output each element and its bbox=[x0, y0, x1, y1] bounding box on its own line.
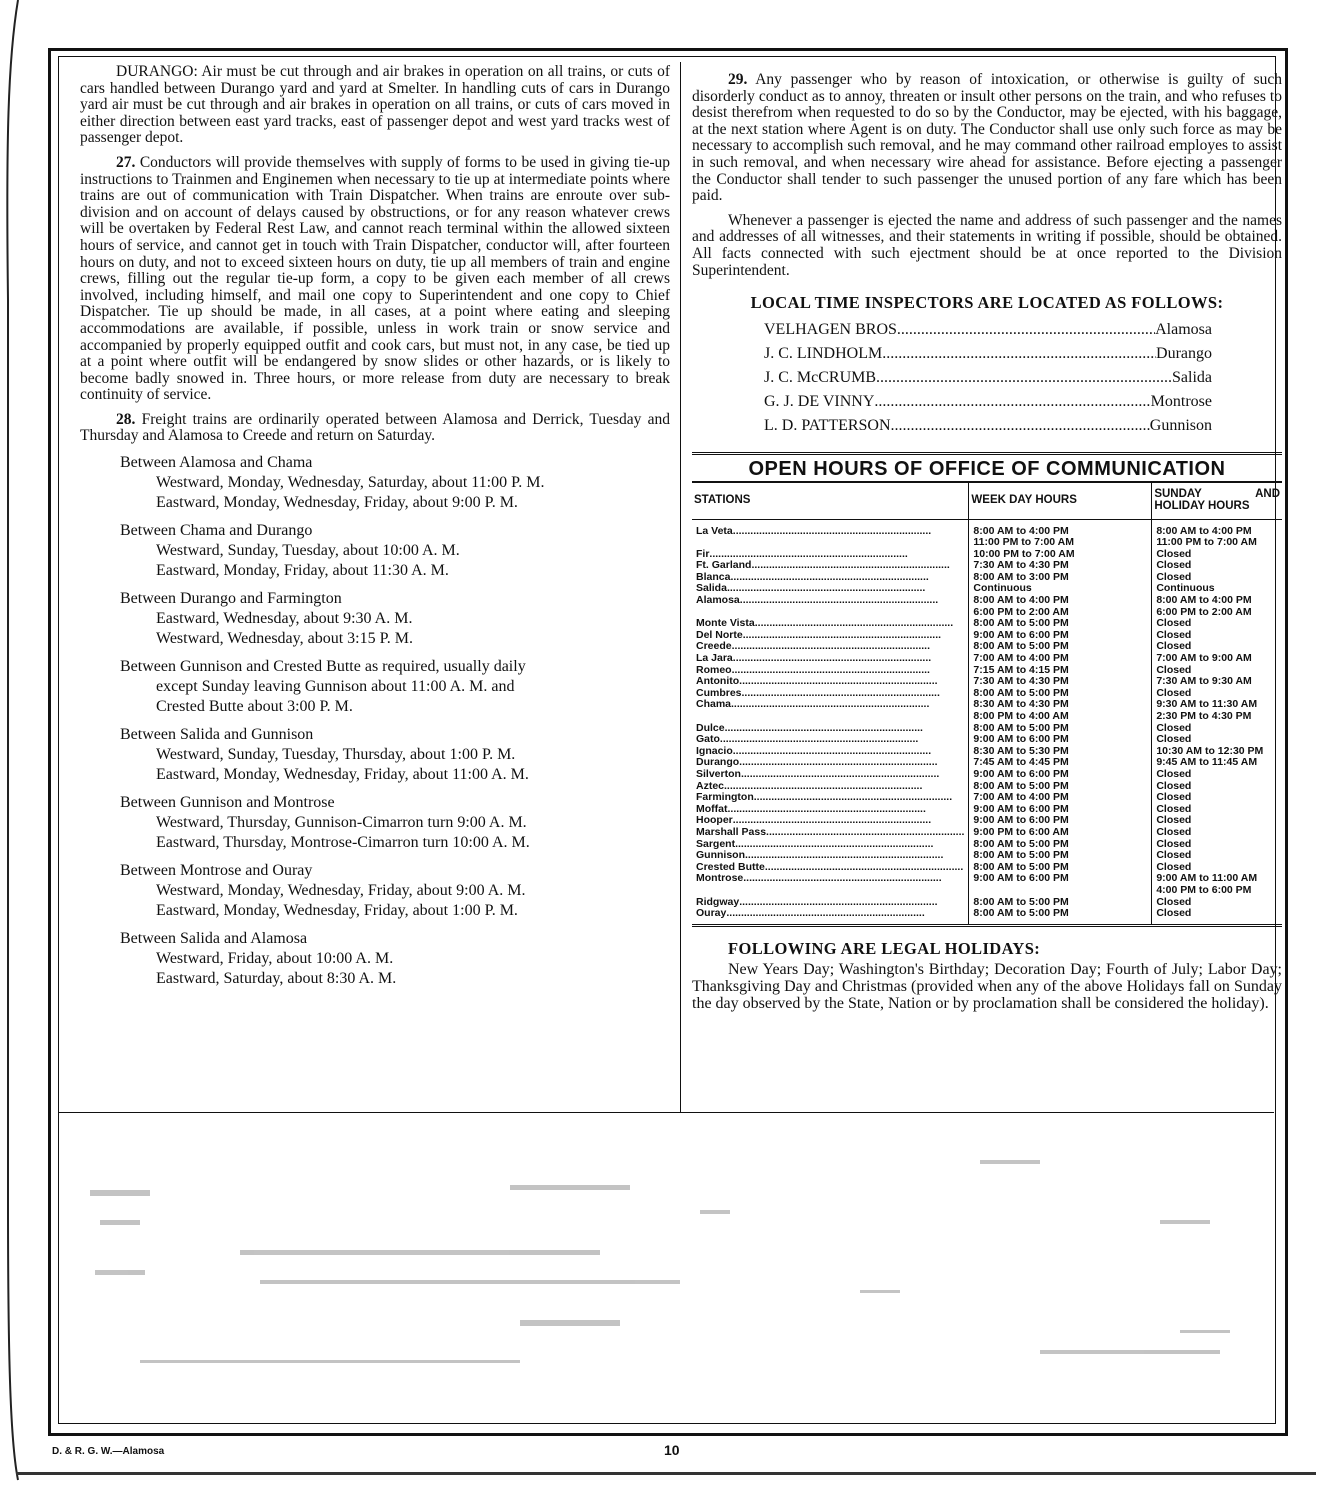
week-day-hours: 9:00 PM to 6:00 AM bbox=[973, 825, 1069, 838]
sunday-holiday-hours: Closed bbox=[1156, 686, 1192, 699]
sunday-holiday-hours: Closed bbox=[1156, 779, 1192, 792]
station-name: Monte Vista bbox=[696, 617, 755, 630]
inspector-location: Durango bbox=[1156, 344, 1212, 362]
sunday-holiday-hours: Closed bbox=[1156, 570, 1192, 583]
left-column bbox=[80, 64, 670, 989]
schedule-line: Crested Butte about 3:00 P. M. bbox=[156, 698, 353, 716]
schedule-line: Westward, Thursday, Gunnison-Cimarron turn 9:00 A. M. bbox=[156, 814, 527, 832]
week-day-hours: 10:00 PM to 7:00 AM bbox=[973, 547, 1075, 560]
rule-29-ejection-report: Whenever a passenger is ejected the name and address of such passenger and the names and addresses of all witnesses, and their statements in writing if possible, should be obtained. All facts connected with such ejectment should be at once reported to the Division Superintendent. bbox=[692, 211, 1282, 279]
schedule-heading: Between Salida and Alamosa bbox=[120, 930, 308, 948]
inspector-row bbox=[764, 318, 1212, 342]
footer-railroad-location: D. & R. G. W.—Alamosa bbox=[52, 1446, 165, 1457]
inspector-location: Salida bbox=[1172, 368, 1212, 386]
station-name: Fir bbox=[696, 547, 710, 560]
page-edge-curve bbox=[0, 0, 20, 1500]
schedule-block bbox=[120, 929, 670, 989]
bottom-section-divider bbox=[58, 1112, 1274, 1113]
station-row bbox=[696, 630, 964, 642]
leader-dots bbox=[751, 560, 964, 572]
week-day-hours: 8:00 AM to 4:00 PM bbox=[973, 594, 1069, 607]
station-row bbox=[696, 850, 964, 862]
station-row bbox=[696, 885, 964, 897]
leader-dots bbox=[755, 618, 965, 630]
sunday-holiday-hours: 8:00 AM to 4:00 PM bbox=[1156, 524, 1252, 537]
station-name: Gunnison bbox=[696, 849, 745, 862]
station-name: Sargent bbox=[696, 837, 736, 850]
rule-29 bbox=[692, 72, 1282, 205]
station-name: La Jara bbox=[696, 652, 733, 665]
station-name: Montrose bbox=[696, 872, 744, 885]
leader-dots bbox=[766, 827, 964, 839]
inspector-name: J. C. LINDHOLM bbox=[764, 344, 883, 362]
schedule-line: Eastward, Monday, Friday, about 11:30 A. M. bbox=[156, 562, 449, 580]
inspector-location: Gunnison bbox=[1149, 416, 1212, 434]
leader-dots bbox=[742, 688, 965, 700]
week-day-hours: 9:00 AM to 6:00 PM bbox=[973, 814, 1069, 827]
leader-dots bbox=[726, 908, 964, 920]
sunday-holiday-hours: 6:00 PM to 2:00 AM bbox=[1156, 605, 1252, 618]
sunday-holiday-hours: Closed bbox=[1156, 721, 1192, 734]
week-day-hours: 7:00 AM to 4:00 PM bbox=[973, 652, 1069, 665]
station-name: Creede bbox=[696, 640, 732, 653]
schedule-block bbox=[120, 453, 670, 513]
station-name: Chama bbox=[696, 698, 732, 711]
station-row bbox=[696, 699, 964, 711]
schedule-line: Westward, Wednesday, about 3:15 P. M. bbox=[156, 630, 413, 648]
station-name: Farmington bbox=[696, 791, 754, 804]
station-name: Ouray bbox=[696, 907, 727, 920]
station-name: Cumbres bbox=[696, 686, 742, 699]
leader-dots bbox=[739, 757, 964, 769]
week-day-hours bbox=[973, 885, 1147, 897]
inspector-row bbox=[764, 390, 1212, 414]
schedule-heading: Between Gunnison and Crested Butte as required, usually daily bbox=[120, 658, 526, 676]
sunday-holiday-hours: Closed bbox=[1156, 860, 1192, 873]
sunday-holiday-hours: 7:00 AM to 9:00 AM bbox=[1156, 652, 1252, 665]
station-row bbox=[696, 804, 964, 816]
station-row bbox=[696, 526, 964, 538]
station-name: Ignacio bbox=[696, 744, 733, 757]
leader-dots bbox=[754, 792, 965, 804]
sunday-holiday-hours: Closed bbox=[1156, 849, 1192, 862]
week-day-hours: 8:30 AM to 5:30 PM bbox=[973, 744, 1069, 757]
leader-dots bbox=[733, 526, 965, 538]
sunday-holiday-hours: Closed bbox=[1156, 895, 1192, 908]
week-day-hours: 8:00 PM to 4:00 AM bbox=[973, 710, 1069, 722]
schedule-line: Eastward, Saturday, about 8:30 A. M. bbox=[156, 970, 397, 988]
inspector-location: Alamosa bbox=[1155, 320, 1212, 338]
faded-print-smudge bbox=[80, 1150, 1260, 1420]
leader-dots bbox=[901, 318, 1155, 342]
week-day-hours: 9:00 AM to 6:00 PM bbox=[973, 628, 1069, 641]
sunday-holiday-hours: Closed bbox=[1156, 628, 1192, 641]
leader-dots bbox=[740, 595, 965, 607]
right-column bbox=[692, 72, 1282, 1020]
week-day-hours: 8:00 AM to 5:00 PM bbox=[973, 640, 1069, 653]
leader-dots bbox=[874, 390, 1150, 414]
schedule-heading: Between Durango and Farmington bbox=[120, 590, 342, 608]
rule-27 bbox=[80, 155, 670, 404]
leader-dots bbox=[725, 723, 965, 735]
week-day-hours: 8:00 AM to 5:00 PM bbox=[973, 837, 1069, 850]
rule-27-number: 27. bbox=[116, 153, 136, 171]
holidays-text: New Years Day; Washington's Birthday; Decoration Day; Fourth of July; Labor Day; Thanksgiving Day and Christmas (provided when any of the above Holidays fall on Sunday the day observed by the State, Nation or by proclamation shall be considered the holiday). bbox=[692, 961, 1282, 1013]
sunday-holiday-hours: Closed bbox=[1156, 802, 1192, 815]
inspector-name: J. C. McCRUMB bbox=[764, 368, 877, 386]
week-day-hours: 9:00 AM to 6:00 PM bbox=[973, 872, 1069, 885]
leader-dots bbox=[730, 572, 964, 584]
leader-dots bbox=[731, 699, 964, 711]
schedule-block bbox=[120, 861, 670, 921]
schedule-heading: Between Salida and Gunnison bbox=[120, 726, 314, 744]
station-row bbox=[696, 560, 964, 572]
table-header-row bbox=[692, 482, 1282, 519]
station-row bbox=[696, 537, 964, 549]
leader-dots bbox=[733, 653, 965, 665]
week-day-hours: 8:00 AM to 5:00 PM bbox=[973, 779, 1069, 792]
sunday-holiday-hours: 2:30 PM to 4:30 PM bbox=[1156, 710, 1252, 722]
station-row bbox=[696, 572, 964, 584]
rule-29-number: 29. bbox=[728, 71, 748, 88]
schedule-line: Eastward, Monday, Wednesday, Friday, about 11:00 A. M. bbox=[156, 766, 529, 784]
week-day-hours-cell bbox=[969, 519, 1152, 924]
week-day-hours: 8:00 AM to 4:00 PM bbox=[973, 524, 1069, 537]
sunday-hours-cell bbox=[1152, 519, 1282, 924]
inspector-name: L. D. PATTERSON bbox=[764, 416, 891, 434]
col-header-sunday-holiday: SUNDAY AND HOLIDAY HOURS bbox=[1152, 482, 1282, 519]
schedule-block bbox=[120, 657, 670, 717]
station-row bbox=[696, 769, 964, 781]
station-name: Dulce bbox=[696, 721, 725, 734]
station-name: Antonito bbox=[696, 675, 740, 688]
station-name: Salida bbox=[696, 582, 727, 595]
inspector-name: G. J. DE VINNY bbox=[764, 392, 875, 410]
sunday-holiday-hours: Closed bbox=[1156, 791, 1192, 804]
station-row bbox=[696, 653, 964, 665]
rule-27-text: Conductors will provide themselves with supply of forms to be used in giving tie-up instructions to Trainmen and Enginemen when necessary to tie up at intermediate points where trains are out of communication with Train Dispatcher. When trains are enroute over sub-division and on account of delays caused by obstructions, or for any reason whatever crews will be overtaken by Federal Rest Law, and cannot reach terminal within the allowed sixteen hours of service, and cannot get in touch with Train Dispatcher, conductor will, after fourteen hours on duty, and not to exceed sixteen hours on duty, tie up all members of train and engine crews, filling out the regular tie-up form, a copy to be given each member of all crews involved, including himself, and mail one copy to Superintendent and one copy to Chief Dispatcher. Tie up should be made, in all cases, at a point where eating and sleeping accommodations are available, if possible, unless in work train or snow service and accompanied by properly equipped outfit and cook cars, but must not, in any case, be tied up at a point where outfit will be endangered by snow slides or other hazards, or is likely to become badly snowed in. Three hours, or more release from duty are necessary to break continuity of service. bbox=[80, 153, 671, 404]
leader-dots bbox=[741, 769, 964, 781]
station-row bbox=[696, 723, 964, 735]
station-name: Ft. Garland bbox=[696, 559, 752, 572]
table-body-row bbox=[692, 519, 1282, 924]
freight-schedules bbox=[120, 453, 670, 989]
leader-dots bbox=[732, 641, 965, 653]
leader-dots bbox=[882, 342, 1156, 366]
station-row bbox=[696, 595, 964, 607]
leader-dots bbox=[733, 815, 965, 827]
schedule-heading: Between Chama and Durango bbox=[120, 522, 313, 540]
sunday-holiday-hours: Closed bbox=[1156, 733, 1192, 746]
double-rule bbox=[692, 452, 1282, 455]
leader-dots bbox=[739, 676, 964, 688]
leader-dots bbox=[745, 850, 964, 862]
week-day-hours: 9:00 AM to 6:00 PM bbox=[973, 802, 1069, 815]
inspectors-heading: LOCAL TIME INSPECTORS ARE LOCATED AS FOLLOWS: bbox=[750, 293, 1224, 313]
leader-dots bbox=[727, 583, 964, 595]
holidays-heading: FOLLOWING ARE LEGAL HOLIDAYS: bbox=[728, 938, 1041, 958]
schedule-line: Westward, Monday, Wednesday, Saturday, about 11:00 P. M. bbox=[156, 474, 545, 492]
leader-dots bbox=[728, 804, 965, 816]
sunday-holiday-hours: Closed bbox=[1156, 640, 1192, 653]
week-day-hours: 8:00 AM to 5:00 PM bbox=[973, 686, 1069, 699]
sunday-holiday-hours: Closed bbox=[1156, 559, 1192, 572]
footer-rule bbox=[16, 1472, 1316, 1475]
week-day-hours: 7:45 AM to 4:45 PM bbox=[973, 756, 1069, 769]
office-hours-table bbox=[692, 481, 1282, 923]
durango-rule: DURANGO: Air must be cut through and air brakes in operation on all trains, or cuts of cars handled between Durango yard and yard at Smelter. In handling cuts of cars in Durango yard air must be cut through and air brakes in operation on all trains, or cuts of cars moved in either direction between east yard tracks, east of passenger depot and west yard tracks west of passenger depot. bbox=[80, 63, 670, 147]
station-name: Blanca bbox=[696, 570, 731, 583]
station-row bbox=[696, 792, 964, 804]
station-name: Ridgway bbox=[696, 895, 740, 908]
station-row bbox=[696, 688, 964, 700]
week-day-hours: 8:00 AM to 3:00 PM bbox=[973, 570, 1069, 583]
week-day-hours: Continuous bbox=[973, 582, 1032, 595]
station-name: Durango bbox=[696, 756, 740, 769]
station-row bbox=[696, 897, 964, 909]
sunday-holiday-hours: Closed bbox=[1156, 767, 1192, 780]
station-name: Del Norte bbox=[696, 628, 743, 641]
rule-28 bbox=[80, 412, 670, 445]
schedule-heading: Between Montrose and Ouray bbox=[120, 862, 313, 880]
leader-dots bbox=[891, 414, 1150, 438]
station-name: Alamosa bbox=[696, 594, 740, 607]
week-day-hours: 7:15 AM to 4:15 PM bbox=[973, 663, 1069, 676]
station-row bbox=[696, 873, 964, 885]
sunday-holiday-hours: 10:30 AM to 12:30 PM bbox=[1156, 744, 1264, 757]
week-day-hours: 9:00 AM to 6:00 PM bbox=[973, 767, 1069, 780]
week-day-hours: 7:00 AM to 4:00 PM bbox=[973, 791, 1069, 804]
col-header-stations: STATIONS bbox=[692, 482, 969, 519]
schedule-block bbox=[120, 589, 670, 649]
schedule-heading: Between Alamosa and Chama bbox=[120, 454, 313, 472]
station-row bbox=[696, 734, 964, 746]
station-row bbox=[696, 711, 964, 723]
schedule-heading: Between Gunnison and Montrose bbox=[120, 794, 335, 812]
inspector-row bbox=[764, 342, 1212, 366]
schedule-line: Eastward, Monday, Wednesday, Friday, about 9:00 P. M. bbox=[156, 494, 518, 512]
station-name: Moffat bbox=[696, 802, 728, 815]
leader-dots bbox=[724, 781, 964, 793]
column-divider bbox=[680, 62, 681, 1112]
inspector-row bbox=[764, 366, 1212, 390]
station-row bbox=[696, 827, 964, 839]
week-day-hours: 9:00 AM to 6:00 PM bbox=[973, 733, 1069, 746]
sunday-holiday-hours: Continuous bbox=[1156, 582, 1215, 595]
leader-dots bbox=[743, 873, 964, 885]
double-rule bbox=[692, 924, 1282, 927]
week-day-hours: 8:00 AM to 5:00 PM bbox=[973, 849, 1069, 862]
schedule-block bbox=[120, 793, 670, 853]
week-day-hours: 6:00 PM to 2:00 AM bbox=[973, 605, 1069, 618]
week-day-hours: 7:30 AM to 4:30 PM bbox=[973, 559, 1069, 572]
station-name: Marshall Pass bbox=[696, 825, 767, 838]
week-day-hours: 8:30 AM to 4:30 PM bbox=[973, 698, 1069, 711]
sunday-holiday-hours: 9:30 AM to 11:30 AM bbox=[1156, 698, 1258, 711]
sunday-holiday-hours: Closed bbox=[1156, 617, 1192, 630]
week-day-hours: 8:00 AM to 5:00 PM bbox=[973, 721, 1069, 734]
sunday-holiday-hours: 8:00 AM to 4:00 PM bbox=[1156, 594, 1252, 607]
sunday-holiday-hours: 9:45 AM to 11:45 AM bbox=[1156, 756, 1258, 769]
inspector-location: Montrose bbox=[1150, 392, 1212, 410]
schedule-line: Westward, Sunday, Tuesday, Thursday, about 1:00 P. M. bbox=[156, 746, 516, 764]
schedule-line: except Sunday leaving Gunnison about 11:00 A. M. and bbox=[156, 678, 515, 696]
station-name: Romeo bbox=[696, 663, 732, 676]
station-name: La Veta bbox=[696, 524, 733, 537]
station-name: Silverton bbox=[696, 767, 741, 780]
station-name: Aztec bbox=[696, 779, 725, 792]
leader-dots bbox=[735, 839, 964, 851]
schedule-line: Westward, Friday, about 10:00 A. M. bbox=[156, 950, 394, 968]
sunday-holiday-hours: 11:00 PM to 7:00 AM bbox=[1156, 536, 1257, 549]
station-row bbox=[696, 641, 964, 653]
schedule-line: Eastward, Wednesday, about 9:30 A. M. bbox=[156, 610, 413, 628]
inspector-name: VELHAGEN BROS. bbox=[764, 320, 901, 338]
leader-dots bbox=[739, 897, 964, 909]
leader-dots bbox=[733, 746, 965, 758]
leader-dots bbox=[732, 665, 965, 677]
sunday-holiday-hours: Closed bbox=[1156, 907, 1192, 920]
inspector-row bbox=[764, 414, 1212, 438]
station-name: Hooper bbox=[696, 814, 733, 827]
schedule-block bbox=[120, 521, 670, 581]
week-day-hours: 7:30 AM to 4:30 PM bbox=[973, 675, 1069, 688]
schedule-line: Westward, Monday, Wednesday, Friday, about 9:00 A. M. bbox=[156, 882, 526, 900]
schedule-line: Westward, Sunday, Tuesday, about 10:00 A. M. bbox=[156, 542, 460, 560]
leader-dots bbox=[765, 862, 965, 874]
rule-28-number: 28. bbox=[116, 410, 136, 428]
week-day-hours: 11:00 PM to 7:00 AM bbox=[973, 536, 1074, 549]
col-header-week-day: WEEK DAY HOURS bbox=[969, 482, 1152, 519]
week-day-hours: 8:00 AM to 5:00 PM bbox=[973, 860, 1069, 873]
sunday-holiday-hours: Closed bbox=[1156, 814, 1192, 827]
week-day-hours: 8:00 AM to 5:00 PM bbox=[973, 895, 1069, 908]
week-day-hours: 8:00 AM to 5:00 PM bbox=[973, 617, 1069, 630]
week-day-hours: 8:00 AM to 5:00 PM bbox=[973, 907, 1069, 920]
leader-dots bbox=[876, 366, 1172, 390]
sunday-holiday-hours: Closed bbox=[1156, 837, 1192, 850]
sunday-holiday-hours: 4:00 PM to 6:00 PM bbox=[1156, 883, 1252, 896]
schedule-line: Eastward, Thursday, Montrose-Cimarron turn 10:00 A. M. bbox=[156, 834, 530, 852]
sunday-holiday-hours: Closed bbox=[1156, 547, 1192, 560]
station-name: Crested Butte bbox=[696, 860, 765, 873]
station-row bbox=[696, 908, 964, 920]
sunday-holiday-hours: Closed bbox=[1156, 663, 1192, 676]
sunday-holiday-hours: Closed bbox=[1156, 825, 1192, 838]
station-name: Gato bbox=[696, 733, 720, 746]
page-number: 10 bbox=[664, 1442, 680, 1458]
schedule-block bbox=[120, 725, 670, 785]
rule-28-text: Freight trains are ordinarily operated between Alamosa and Derrick, Tuesday and Thursday and Alamosa to Creede and return on Saturday. bbox=[80, 410, 670, 445]
rule-29-text: Any passenger who by reason of intoxication, or otherwise is guilty of such disorderly conduct as to annoy, threaten or insult other persons on the train, and who refuses to desist therefrom when requested to do so by the Conductor, may be ejected, with his baggage, at the next station where Agent is on duty. The Conductor shall use only such force as may be necessary to accomplish such removal, and he may command other railroad employes to assist in such removal, and when necessary wire ahead for assistance. Before ejecting a passenger the Conductor shall tender to such passenger the unused portion of any fare which has been paid. bbox=[692, 71, 1282, 205]
leader-dots bbox=[743, 630, 965, 642]
inspectors-list bbox=[764, 318, 1282, 438]
sunday-holiday-hours: 9:00 AM to 11:00 AM bbox=[1156, 872, 1258, 885]
stations-cell bbox=[692, 519, 969, 924]
schedule-line: Eastward, Monday, Wednesday, Friday, about 1:00 P. M. bbox=[156, 902, 518, 920]
leader-dots bbox=[720, 734, 965, 746]
office-hours-title: OPEN HOURS OF OFFICE OF COMMUNICATION bbox=[748, 457, 1226, 480]
sunday-holiday-hours: 7:30 AM to 9:30 AM bbox=[1156, 675, 1252, 688]
